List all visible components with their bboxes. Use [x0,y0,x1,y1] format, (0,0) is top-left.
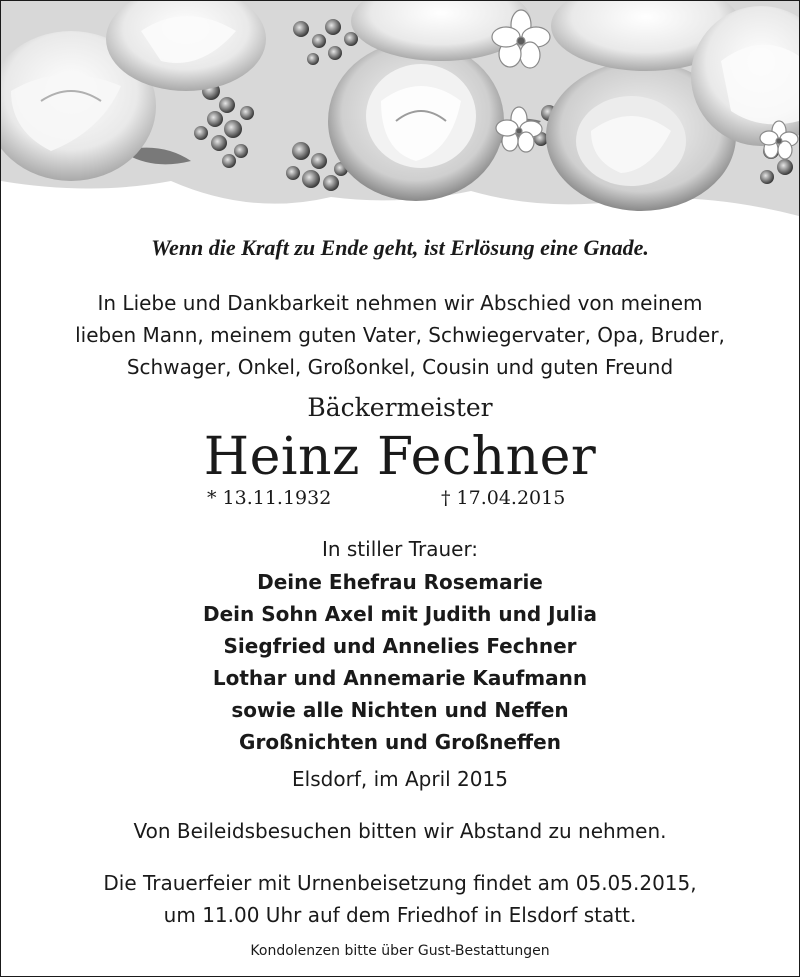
mourner-line: Siegfried und Annelies Fechner [223,634,577,658]
mourner-line: Deine Ehefrau Rosemarie [257,570,543,594]
intro-line: Schwager, Onkel, Großonkel, Cousin und guten Freund [126,355,674,379]
place-and-date: Elsdorf, im April 2015 [292,767,508,791]
mourner-line: sowie alle Nichten und Neffen [231,698,569,722]
mourning-label: In stiller Trauer: [321,537,479,561]
mourners-list [1,566,799,758]
visits-notice: Von Beileidsbesuchen bitten wir Abstand zu nehmen. [133,819,667,843]
intro-text [1,287,799,383]
deceased-name: Heinz Fechner [203,427,597,487]
intro-line: In Liebe und Dankbarkeit nehmen wir Abschied von meinem [97,291,703,315]
mourner-line: Lothar und Annemarie Kaufmann [212,666,588,690]
profession: Bäckermeister [307,393,493,422]
death-date: † 17.04.2015 [441,487,566,509]
tulip-center [328,41,504,201]
mourner-line: Dein Sohn Axel mit Judith und Julia [202,602,598,626]
ceremony-line: um 11.00 Uhr auf dem Friedhof in Elsdorf statt. [163,903,637,927]
intro-line: lieben Mann, meinem guten Vater, Schwiegervater, Opa, Bruder, [75,323,725,347]
condolences-footer: Kondolenzen bitte über Gust-Bestattungen [250,943,550,959]
ceremony-line: Die Trauerfeier mit Urnenbeisetzung findet am 05.05.2015, [103,871,697,895]
ceremony-notice [1,867,799,931]
motto: Wenn die Kraft zu Ende geht, ist Erlösung eine Gnade. [151,235,649,260]
tulip-flowers-image [1,1,799,221]
mourner-line: Großnichten und Großneffen [239,730,561,754]
birth-date: * 13.11.1932 [207,487,332,509]
